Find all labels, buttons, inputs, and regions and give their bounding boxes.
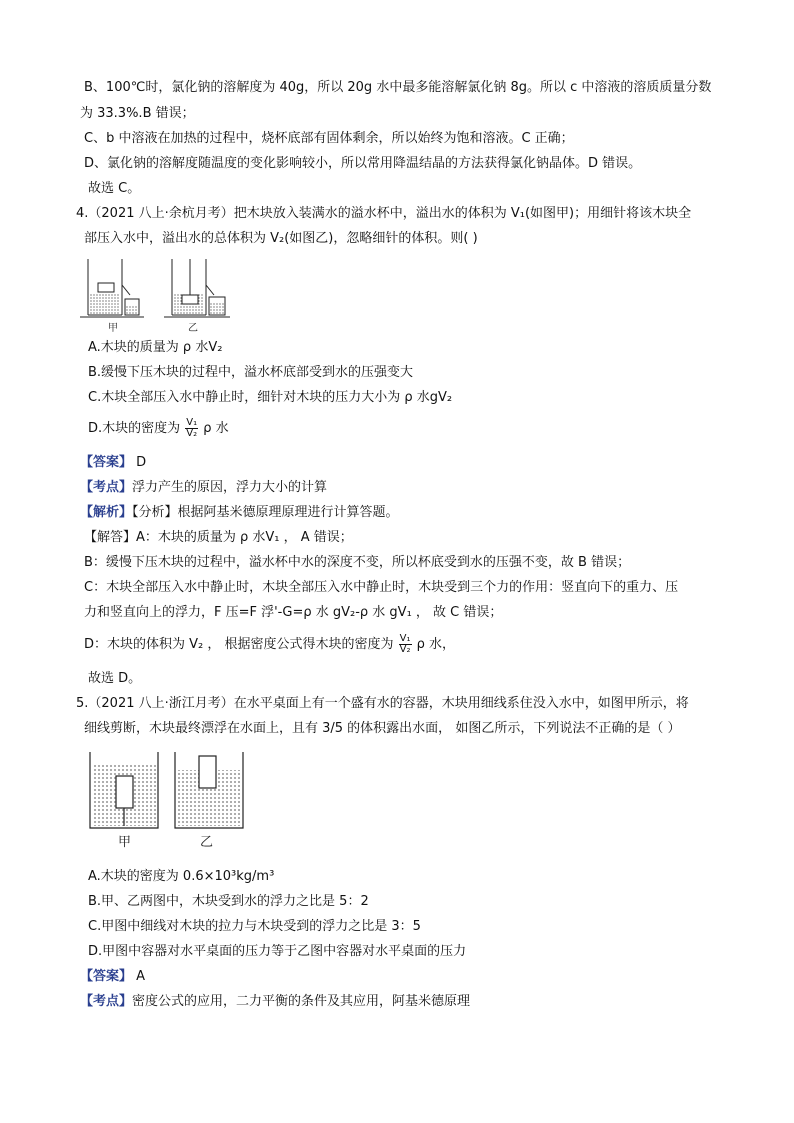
fraction-denominator: V₂ [399,644,411,655]
answer-tag: 【答案】 [80,455,133,470]
analysis-tag: 【解析】 [80,505,133,520]
container-a [90,752,158,828]
fig-label-a: 甲 [108,323,118,334]
answer-tag: 【答案】 [80,969,133,984]
fig-label-a: 甲 [118,835,132,850]
fig-label-b: 乙 [188,323,198,334]
q5-option-d: D.甲图中容器对水平桌面的压力等于乙图中容器对水平桌面的压力 [88,944,467,959]
analysis-text: 【分析】根据阿基米德原理原理进行计算答题。 [132,505,399,520]
kd-tag: 【考点】 [80,994,133,1009]
option-c: C、b 中溶液在加热的过程中，烧杯底部有固体剩余，所以始终为饱和溶液。C 正确； [84,131,574,146]
container-b [175,752,243,828]
q4-figure [78,255,258,335]
q4-solution-d [84,634,455,655]
answer-value: A [136,969,146,984]
answer-value: D [136,455,147,470]
q5-answer [80,969,145,985]
q5-stem-line1: 5.（2021 八上·浙江月考）在水平桌面上有一个盛有水的容器，木块用细线系住没入水中，如图甲所示，将 [76,696,689,711]
q4-option-a: A.木块的质量为 ρ 水V₂ [88,340,223,355]
q5-figure [86,748,256,852]
kd-text: 密度公式的应用，二力平衡的条件及其应用，阿基米德原理 [132,994,471,1009]
fraction-numerator: V₁ [399,633,411,644]
q4-option-d-prefix: D.木块的密度为 [88,421,181,436]
choose-line: 故选 C。 [88,181,141,196]
kd-text: 浮力产生的原因，浮力大小的计算 [132,480,328,495]
q4-answer [80,455,146,471]
q5-option-b: B.甲、乙两图中，木块受到水的浮力之比是 5：2 [88,894,369,909]
q4-solution-a: 【解答】A：木块的质量为 ρ 水V₁ ， A 错误； [84,530,353,545]
q5-stem-line2: 细线剪断，木块最终漂浮在水面上，且有 3/5 的体积露出水面， 如图乙所示，下列说法不正确的是（ ） [84,721,681,736]
fraction [399,634,412,655]
fig-label-b: 乙 [200,835,214,850]
kd-tag: 【考点】 [80,480,133,495]
q4-solution-c-line2: 力和竖直向上的浮力，F 压=F 浮'-G=ρ 水 gV₂-ρ 水 gV₁ ， 故 C 错误； [84,605,503,620]
option-d: D、氯化钠的溶解度随温度的变化影响较小，所以常用降温结晶的方法获得氯化钠晶体。D 错误。 [84,156,642,171]
fraction [185,418,198,439]
option-b-line2: 为 33.3%.B 错误； [80,106,195,121]
q4-solution-b: B：缓慢下压木块的过程中，溢水杯中水的深度不变，所以杯底受到水的压强不变，故 B 错误； [84,555,631,570]
q4-knowledge-point [80,480,327,496]
q5-knowledge-point [80,994,470,1010]
q5-option-a: A.木块的密度为 0.6×10³kg/m³ [88,869,275,884]
overflow-cup-a [80,259,144,317]
q4-option-d-suffix: ρ 水 [203,421,229,436]
q4-choose: 故选 D。 [88,671,142,686]
option-b-line1: B、100℃时，氯化钠的溶解度为 40g，所以 20g 水中最多能溶解氯化钠 8g。所以 c 中溶液的溶质质量分数 [84,80,712,95]
q4-stem-line2: 部压入水中，溢出水的总体积为 V₂(如图乙)，忽略细针的体积。则( ) [84,231,478,246]
q4-option-d [88,418,229,439]
fraction-numerator: V₁ [186,417,198,428]
q4-analysis [80,505,399,521]
q4-solution-c-line1: C：木块全部压入水中静止时，木块全部压入水中静止时，木块受到三个力的作用：竖直向下的重力、压 [84,580,679,595]
overflow-cup-b [164,259,230,317]
q4-option-b: B.缓慢下压木块的过程中，溢水杯底部受到水的压强变大 [88,365,414,380]
solution-d-suffix: ρ 水， [416,637,456,652]
q4-stem-line1: 4.（2021 八上·余杭月考）把木块放入装满水的溢水杯中，溢出水的体积为 V₁(如图甲)；用细针将该木块全 [76,206,692,221]
q4-option-c: C.木块全部压入水中静止时，细针对木块的压力大小为 ρ 水gV₂ [88,390,453,405]
solution-d-prefix: D：木块的体积为 V₂ ， 根据密度公式得木块的密度为 [84,637,394,652]
q5-option-c: C.甲图中细线对木块的拉力与木块受到的浮力之比是 3：5 [88,919,421,934]
fraction-denominator: V₂ [186,428,198,439]
